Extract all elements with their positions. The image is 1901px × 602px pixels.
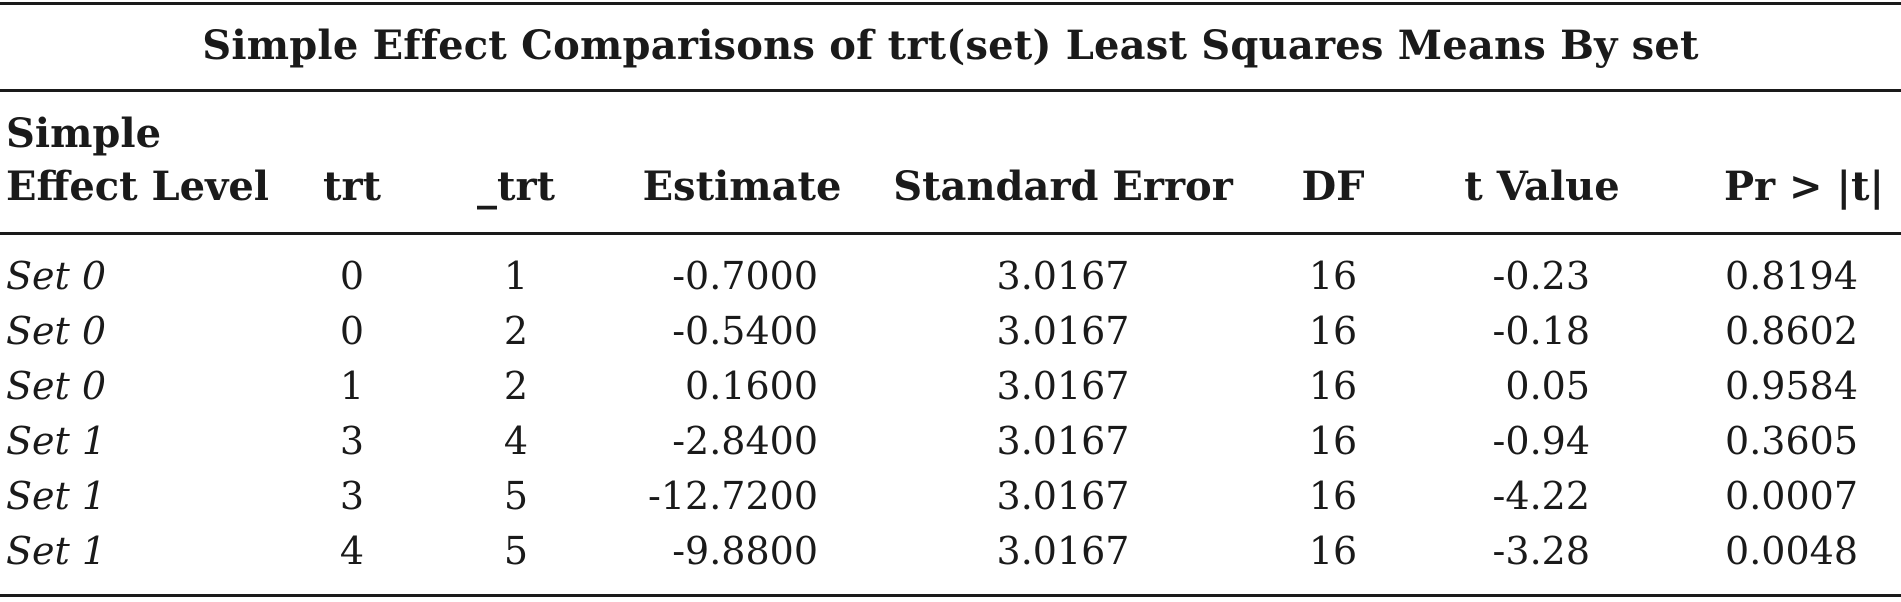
table-row: Set 0 0 2 -0.5400 3.0167 16 -0.18 0.8602 — [0, 304, 1901, 359]
cell-p-value: 0.8194 — [1725, 254, 1858, 298]
header-trt-label: trt — [322, 163, 382, 210]
cell-estimate: -0.7000 — [672, 254, 818, 298]
header-standard-error-label: Standard Error — [893, 163, 1233, 210]
header-df-label: DF — [1301, 163, 1365, 210]
cell-level: Set 0 — [6, 254, 107, 298]
cell-t-value: -0.18 — [1492, 309, 1590, 353]
header-simple-effect-level-line1: Simple — [6, 110, 162, 157]
cell-estimate: -9.8800 — [672, 529, 818, 573]
cell-level: Set 1 — [6, 419, 107, 463]
cell-p-value: 0.8602 — [1725, 309, 1858, 353]
cell-t-value: -4.22 — [1492, 474, 1590, 518]
bottom-rule — [0, 594, 1901, 597]
cell-t-value: -0.23 — [1492, 254, 1590, 298]
title-rule — [0, 89, 1901, 92]
header-estimate-label: Estimate — [642, 163, 842, 210]
table-row: Set 0 1 2 0.1600 3.0167 16 0.05 0.9584 — [0, 359, 1901, 414]
header-t-value-label: t Value — [1464, 163, 1620, 210]
header-simple-effect-level-line2: Effect Level — [6, 163, 269, 210]
table-title: Simple Effect Comparisons of trt(set) Least Squares Means By set — [202, 22, 1699, 69]
cell-t-value: 0.05 — [1505, 364, 1590, 408]
header-rule — [0, 232, 1901, 235]
header-underscore-trt-label: _trt — [476, 163, 556, 210]
cell-level: Set 1 — [6, 529, 107, 573]
cell-t-value: -3.28 — [1492, 529, 1590, 573]
table-row: Set 0 0 1 -0.7000 3.0167 16 -0.23 0.8194 — [0, 249, 1901, 304]
cell-estimate: -2.8400 — [672, 419, 818, 463]
cell-level: Set 1 — [6, 474, 107, 518]
top-rule — [0, 2, 1901, 5]
cell-estimate: 0.1600 — [685, 364, 818, 408]
cell-t-value: -0.94 — [1492, 419, 1590, 463]
table-row: Set 1 3 5 -12.7200 3.0167 16 -4.22 0.0007 — [0, 469, 1901, 524]
cell-estimate: -12.7200 — [648, 474, 818, 518]
cell-p-value: 0.0007 — [1725, 474, 1858, 518]
table-row: Set 1 3 4 -2.8400 3.0167 16 -0.94 0.3605 — [0, 414, 1901, 469]
cell-estimate: -0.5400 — [672, 309, 818, 353]
table-row: Set 1 4 5 -9.8800 3.0167 16 -3.28 0.0048 — [0, 524, 1901, 579]
cell-level: Set 0 — [6, 364, 107, 408]
cell-p-value: 0.9584 — [1725, 364, 1858, 408]
cell-p-value: 0.0048 — [1725, 529, 1858, 573]
cell-p-value: 0.3605 — [1725, 419, 1858, 463]
cell-level: Set 0 — [6, 309, 107, 353]
header-p-value-label: Pr > |t| — [1723, 163, 1885, 210]
